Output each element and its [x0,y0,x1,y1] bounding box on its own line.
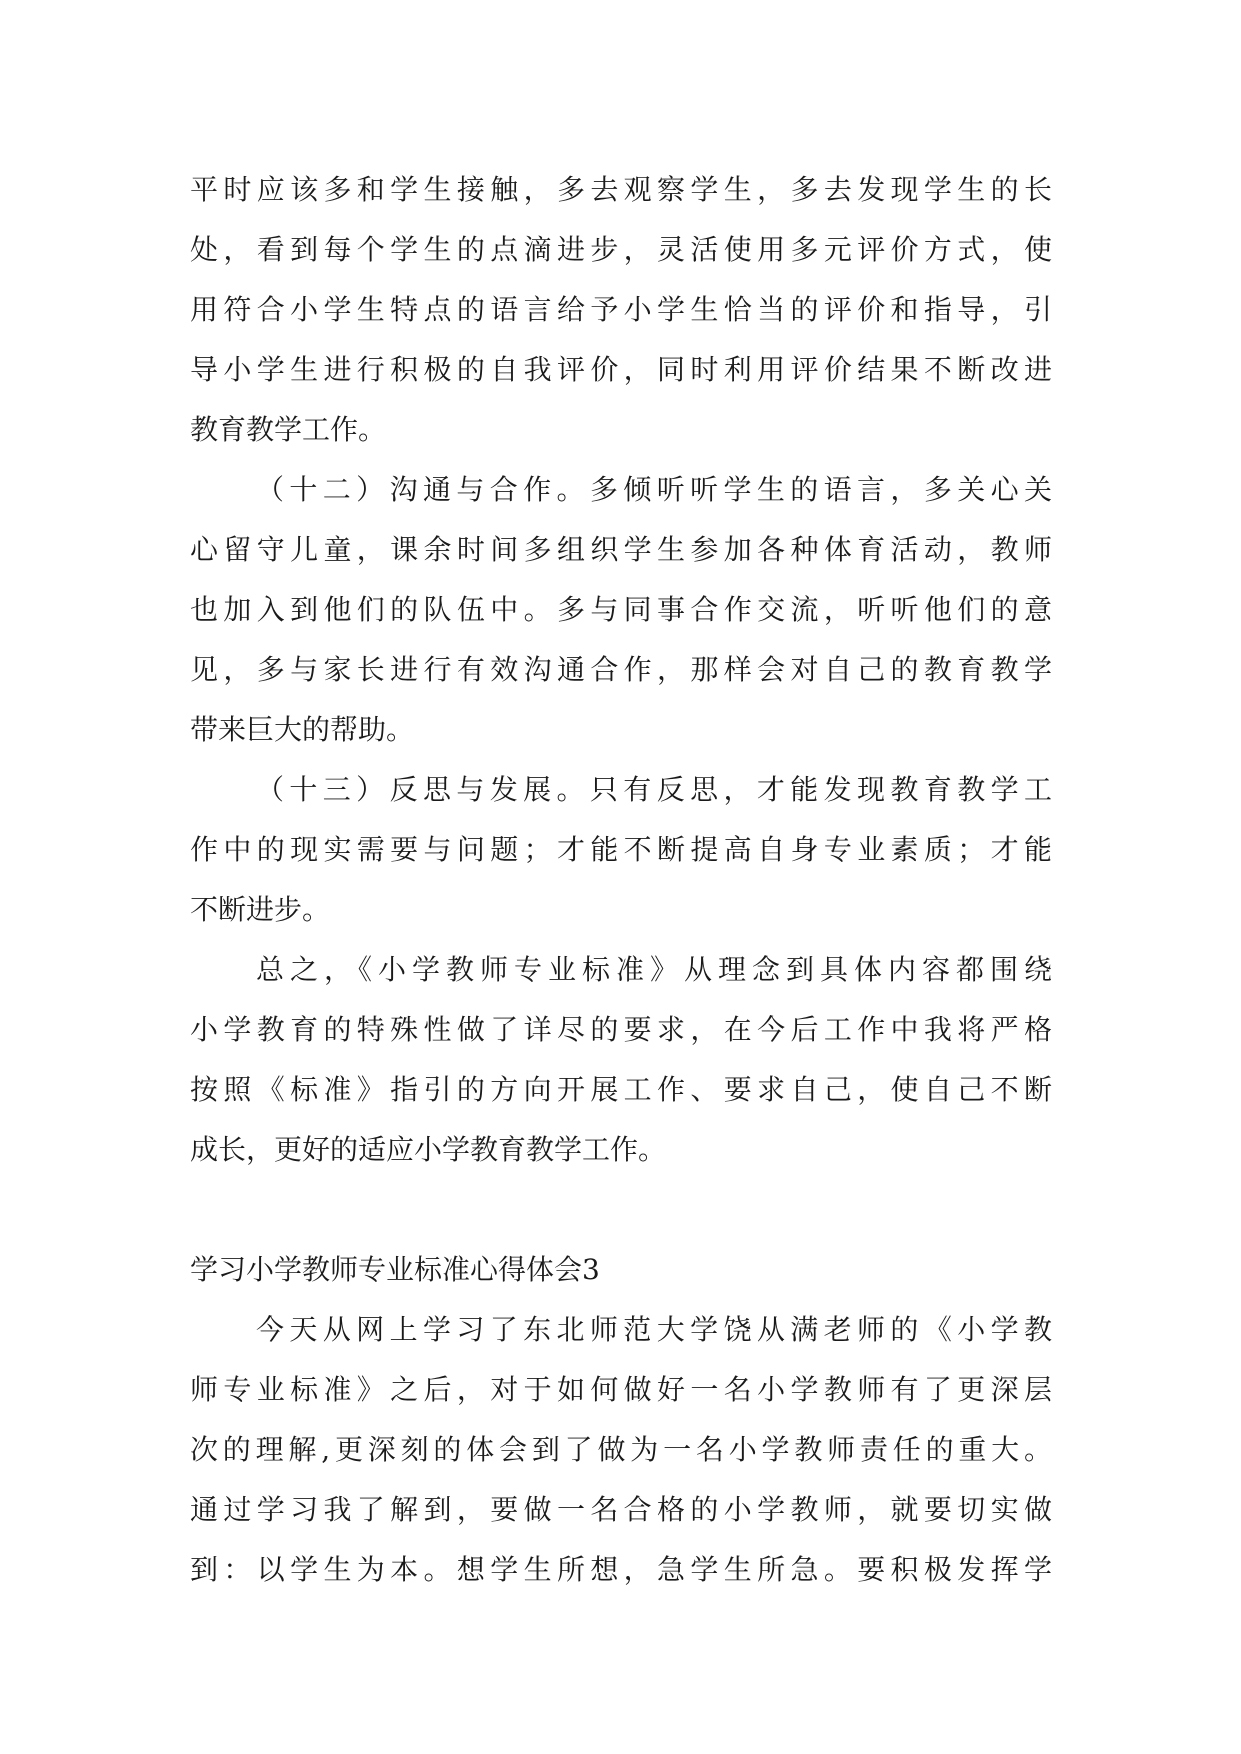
paragraph-3 [190,760,1052,940]
paragraph-line: 见，多与家长进行有效沟通合作，那样会对自己的教育教学 [190,653,1052,686]
paragraph-line: 用符合小学生特点的语言给予小学生恰当的评价和指导，引 [190,293,1052,326]
paragraph-line: 处，看到每个学生的点滴进步，灵活使用多元评价方式，使 [190,233,1052,266]
paragraph-5 [190,1300,1052,1600]
paragraph-line: 总之，《小学教师专业标准》从理念到具体内容都围绕 [256,953,1052,986]
paragraph-line: 作中的现实需要与问题；才能不断提高自身专业素质；才能 [190,833,1052,866]
paragraph-line: （十二）沟通与合作。多倾听听学生的语言，多关心关 [256,473,1052,506]
paragraph-4 [190,940,1052,1180]
paragraph-line: 通过学习我了解到，要做一名合格的小学教师，就要切实做 [190,1493,1052,1526]
paragraph-line: （十三）反思与发展。只有反思，才能发现教育教学工 [256,773,1052,806]
paragraph-line: 次的理解,更深刻的体会到了做为一名小学教师责任的重大。 [190,1433,1052,1466]
blank-line [190,1180,1052,1240]
paragraph-line: 心留守儿童，课余时间多组织学生参加各种体育活动，教师 [190,533,1052,566]
document-body [190,160,1052,1600]
paragraph-line: 平时应该多和学生接触，多去观察学生，多去发现学生的长 [190,173,1052,206]
section-heading: 学习小学教师专业标准心得体会3 [190,1253,600,1286]
paragraph-2 [190,460,1052,760]
paragraph-line: 不断进步。 [190,893,331,926]
paragraph-1 [190,160,1052,460]
paragraph-line: 到：以学生为本。想学生所想，急学生所急。要积极发挥学 [190,1553,1052,1586]
paragraph-line: 师专业标准》之后，对于如何做好一名小学教师有了更深层 [190,1373,1052,1406]
paragraph-line: 小学教育的特殊性做了详尽的要求，在今后工作中我将严格 [190,1013,1052,1046]
paragraph-line: 导小学生进行积极的自我评价，同时利用评价结果不断改进 [190,353,1052,386]
paragraph-line: 今天从网上学习了东北师范大学饶从满老师的《小学教 [256,1313,1052,1346]
paragraph-line: 带来巨大的帮助。 [190,713,415,746]
paragraph-line: 按照《标准》指引的方向开展工作、要求自己，使自己不断 [190,1073,1052,1106]
paragraph-line: 也加入到他们的队伍中。多与同事合作交流，听听他们的意 [190,593,1052,626]
paragraph-line: 教育教学工作。 [190,413,387,446]
paragraph-line: 成长，更好的适应小学教育教学工作。 [190,1133,667,1166]
